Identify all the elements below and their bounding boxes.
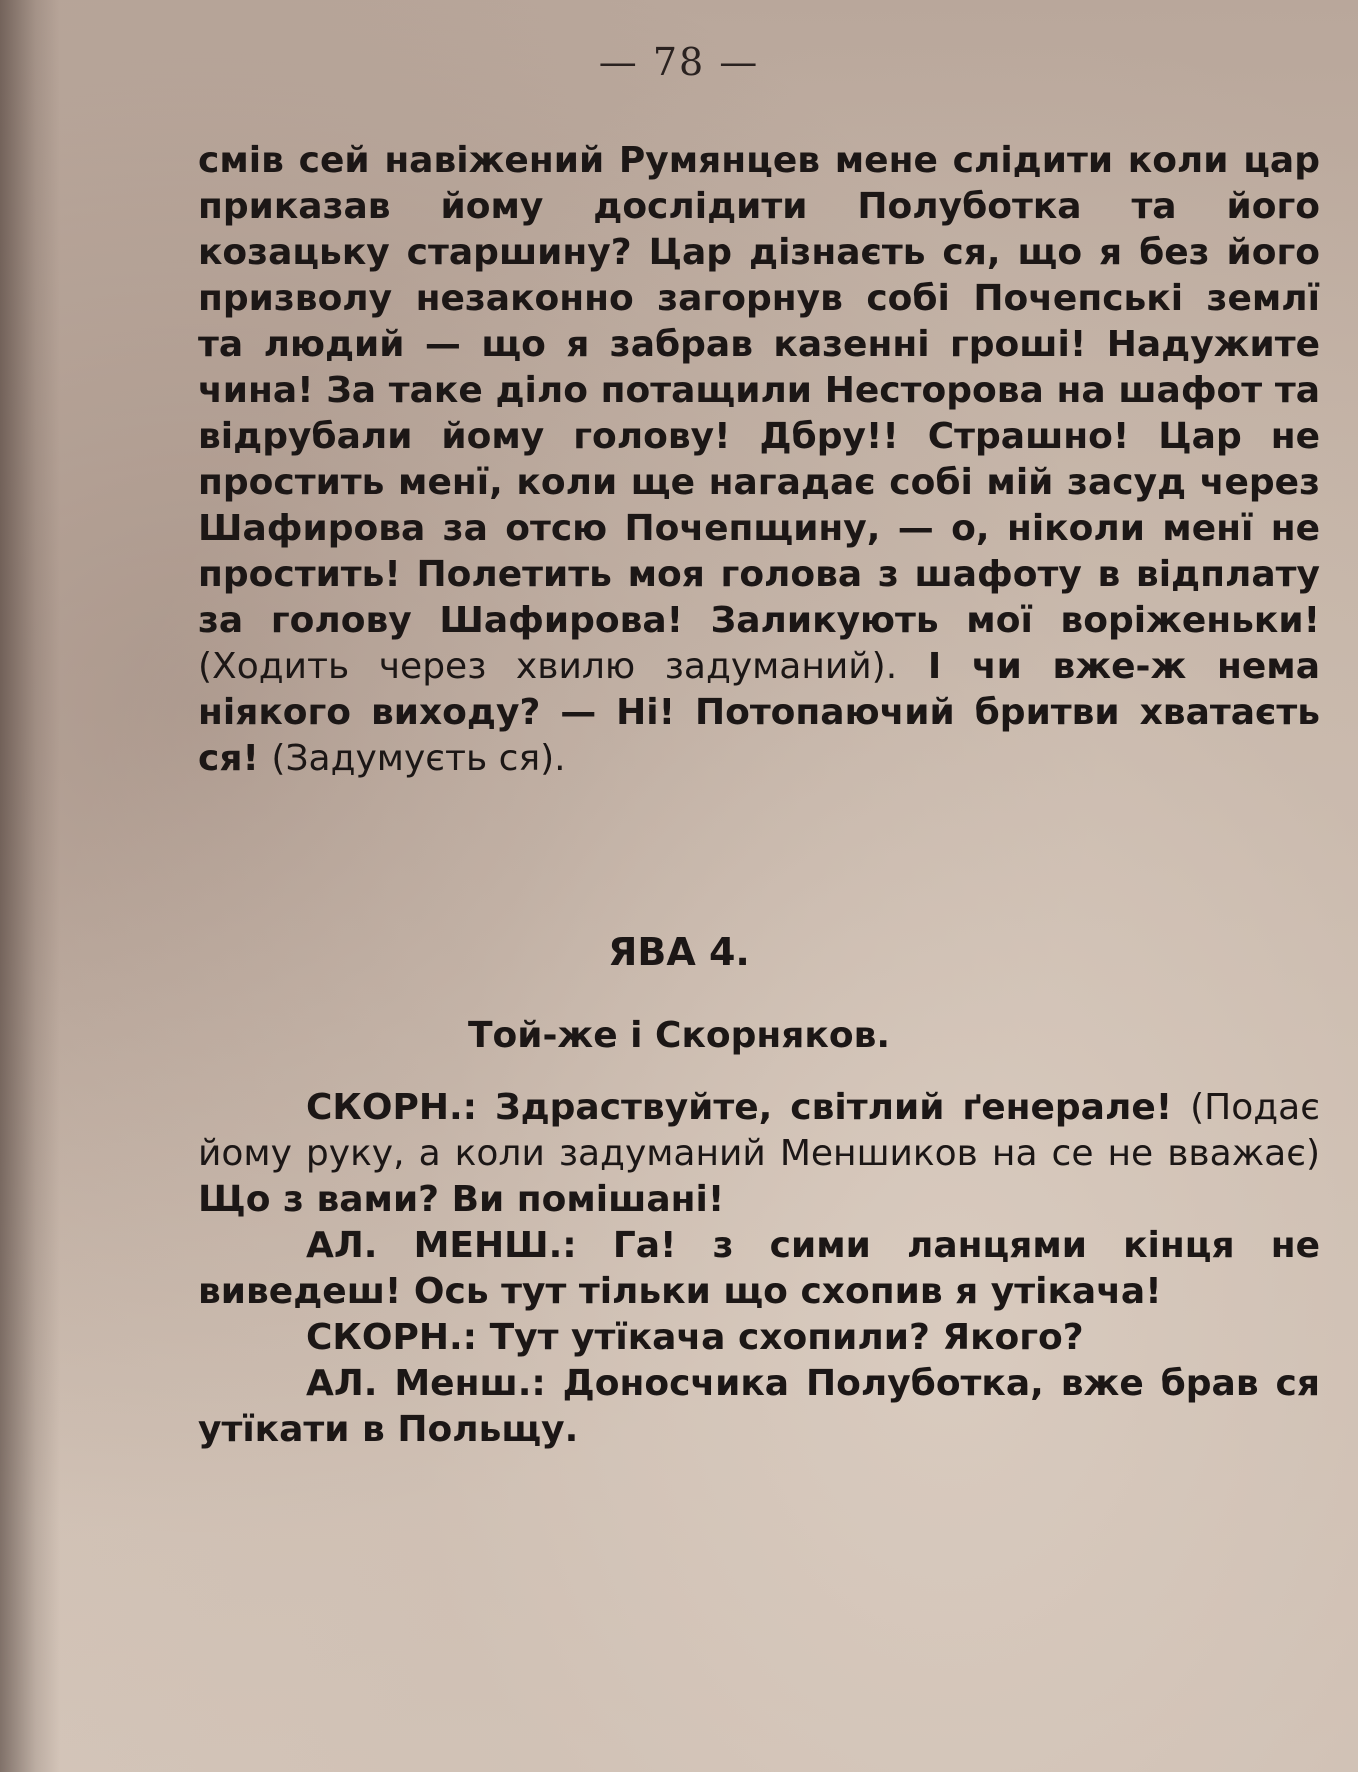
dialogue-line (198, 1315, 1320, 1361)
dialogue-text: Га! з сими ланцями кінця не виведеш! Ось тут тільки що схопив я утікача! (198, 1225, 1320, 1312)
monologue-paragraph (198, 138, 1320, 782)
monologue-tail: І чи вже-ж нема ніякого виходу? — Ні! Потопаючий бритви хватаєть ся! (198, 646, 1320, 779)
speaker-name: СКОРН.: (306, 1317, 478, 1358)
stage-direction: (Ходить через хвилю задуманий). (198, 646, 898, 687)
dialogue-text: Здраствуйте, світлий ґенерале! (495, 1087, 1173, 1128)
dialogue-line (198, 1361, 1320, 1453)
scene-characters: Той-же і Скорняков. (467, 1015, 891, 1056)
speaker-name: АЛ. МЕНШ.: (306, 1225, 577, 1266)
dialogue-text-continued: Що з вами? Ви помішані! (198, 1179, 725, 1220)
page-gutter-shadow (0, 0, 60, 1772)
dialogue-line (198, 1085, 1320, 1223)
speaker-name: СКОРН.: (306, 1087, 478, 1128)
stage-direction: (Подає йому руку, а коли задуманий Меншиков на се не вважає) (198, 1087, 1320, 1174)
dialogue-text: Доносчика Полуботка, вже брав ся утїкати в Польщу. (198, 1363, 1320, 1450)
main-paragraph (198, 138, 1320, 782)
monologue-text: смів сей навіжений Румянцев мене слідити коли цар приказав йому дослідити Полуботка та його козацьку старшину? Цар дізнаєть ся, що я без його призволу незаконно загорнув собі Почепські землї та людий — що я забрав казенні гроші! Надужите чина! За таке діло потащили Несторова на шафот та відрубали йому голову! Дбру!! Страшно! Цар не простить менї, коли ще нагадає собі мій засуд через Шафирова за отсю Почепщину, — о, ніколи менї не простить! Полетить моя голова з шафоту в відплату за голову Шафирова! Заликують мої воріженьки! (198, 140, 1320, 641)
dialogue-line (198, 1223, 1320, 1315)
stage-direction-end: (Задумуєть ся). (271, 738, 566, 779)
speaker-name: АЛ. Менш.: (306, 1363, 546, 1404)
dialogue-text: Тут утїкача схопили? Якого? (489, 1317, 1084, 1358)
scene-heading: ЯВА 4. (608, 930, 750, 974)
dialogue-block (198, 1085, 1320, 1453)
page-number: — 78 — (598, 40, 760, 84)
